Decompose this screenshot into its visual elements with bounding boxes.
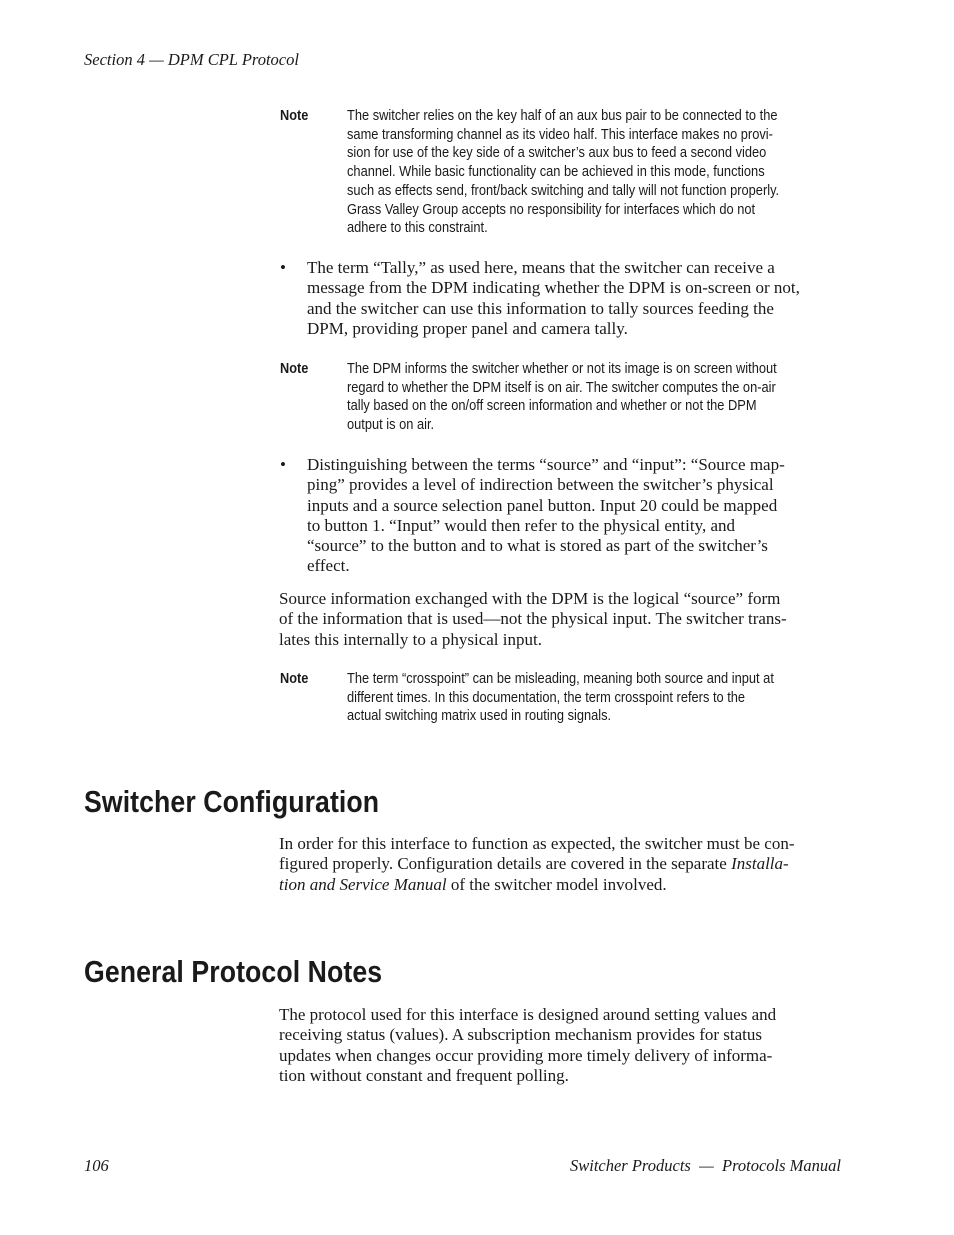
note-label: Note [280, 361, 309, 377]
note-text [347, 360, 815, 435]
note-line: Grass Valley Group accepts no responsibility for interfaces which do not [347, 201, 756, 218]
paragraph-line [279, 854, 842, 874]
bullet-line: The term “Tally,” as used here, means that the switcher can receive a [307, 258, 775, 277]
bullet-line: ping” provides a level of indirection between the switcher’s physical [307, 475, 774, 495]
paragraph-text: figured properly. Configuration details are covered in the separate [279, 854, 732, 874]
bullet-marker: • [280, 258, 286, 277]
paragraph-line: receiving status (values). A subscription mechanism provides for status [279, 1025, 762, 1045]
bullet-text [307, 455, 841, 577]
paragraph-text: of the switcher model involved. [446, 874, 667, 894]
page-number: 106 [84, 1156, 109, 1175]
note-line: same transforming channel as its video half. This interface makes no provi- [347, 126, 773, 143]
note-text [347, 670, 815, 726]
note-line: actual switching matrix used in routing signals. [347, 708, 612, 725]
paragraph-line: lates this internally to a physical input. [279, 629, 542, 649]
manual-title-text: Installa- [731, 854, 789, 874]
bullet-marker: • [280, 455, 286, 474]
note-line: adhere to this constraint. [347, 220, 488, 237]
note-line: The term “crosspoint” can be misleading, meaning both source and input at [347, 671, 774, 687]
note-line: output is on air. [347, 417, 435, 434]
running-head: Section 4 — DPM CPL Protocol [84, 50, 299, 69]
section-heading-switcher-configuration: Switcher Configuration [84, 784, 380, 819]
paragraph-switcher-configuration [279, 834, 842, 895]
paragraph-source-info [279, 589, 842, 650]
note-line: such as effects send, front/back switching and tally will not function properly. [347, 182, 780, 199]
note-line: The switcher relies on the key half of an aux bus pair to be connected to the [347, 108, 778, 124]
section-heading-general-protocol-notes: General Protocol Notes [84, 954, 383, 989]
bullet-line: inputs and a source selection panel button. Input 20 could be mapped [307, 495, 778, 515]
bullet-line: message from the DPM indicating whether the DPM is on-screen or not, [307, 278, 800, 298]
note-label: Note [280, 108, 309, 124]
bullet-line: and the switcher can use this information to tally sources feeding the [307, 298, 774, 318]
footer-title: Switcher Products — Protocols Manual [569, 1156, 841, 1175]
note-line: different times. In this documentation, the term crosspoint refers to the [347, 689, 746, 706]
paragraph-line: updates when changes occur providing more timely delivery of informa- [279, 1045, 773, 1065]
note-text [347, 107, 815, 238]
paragraph-line: In order for this interface to function as expected, the switcher must be con- [279, 834, 795, 853]
note-line: tally based on the on/off screen information and whether or not the DPM [347, 398, 757, 415]
paragraph-line: The protocol used for this interface is designed around setting values and [279, 1005, 777, 1024]
note-line: The DPM informs the switcher whether or not its image is on screen without [347, 361, 777, 377]
bullet-line: effect. [307, 556, 350, 576]
manual-title-text: tion and Service Manual [279, 874, 447, 894]
bullet-line: DPM, providing proper panel and camera tally. [307, 318, 628, 338]
bullet-text [307, 258, 841, 339]
note-line: channel. While basic functionality can be achieved in this mode, functions [347, 164, 765, 181]
paragraph-line: Source information exchanged with the DPM is the logical “source” form [279, 589, 781, 608]
note-label: Note [280, 671, 309, 687]
paragraph-general-protocol-notes [279, 1005, 842, 1086]
paragraph-line: of the information that is used—not the physical input. The switcher trans- [279, 609, 787, 629]
bullet-line: Distinguishing between the terms “source” and “input”: “Source map- [307, 455, 785, 474]
bullet-line: “source” to the button and to what is stored as part of the switcher’s [307, 536, 768, 556]
note-line: regard to whether the DPM itself is on air. The switcher computes the on-air [347, 379, 776, 396]
note-line: sion for use of the key side of a switcher’s aux bus to feed a second video [347, 145, 767, 162]
paragraph-line: tion without constant and frequent polling. [279, 1065, 569, 1085]
paragraph-line [279, 875, 842, 895]
bullet-line: to button 1. “Input” would then refer to the physical entity, and [307, 515, 736, 535]
